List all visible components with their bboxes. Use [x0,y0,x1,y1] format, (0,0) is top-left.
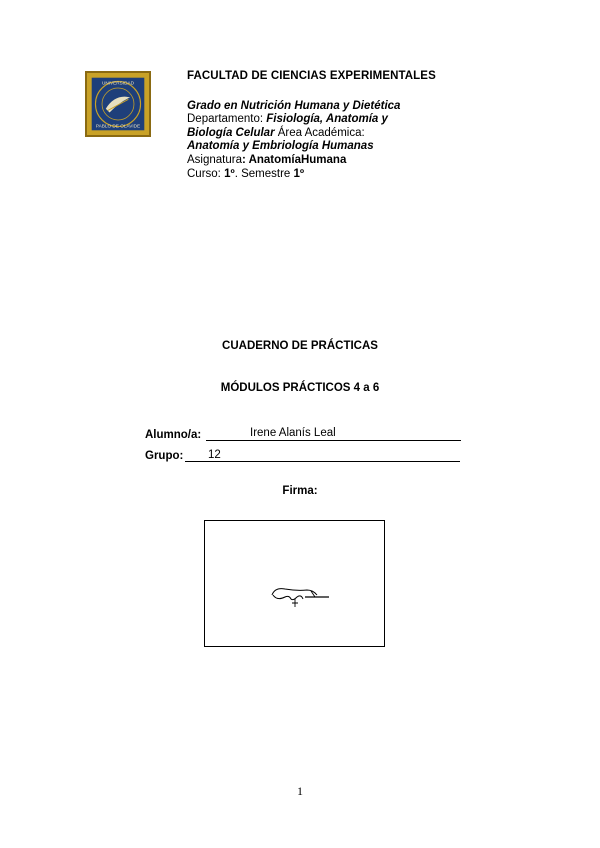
faculty-name: FACULTAD DE CIENCIAS EXPERIMENTALES [187,70,436,82]
svg-text:UNIVERSIDAD: UNIVERSIDAD [101,80,135,86]
notebook-title: CUADERNO DE PRÁCTICAS [222,340,378,352]
area-name: Anatomía y Embriología Humanas [187,140,374,153]
student-value: Irene Alanís Leal [250,427,336,439]
page-number: 1 [297,784,303,798]
department-label: Departamento: [187,113,267,126]
course-line [187,168,517,182]
semester-label: . Semestre [234,167,294,180]
degree-name: Grado en Nutrición Humana y Dietética [187,99,401,112]
department-area-line [187,127,517,141]
subject-line [187,154,517,168]
student-label: Alumno/a: [145,429,202,441]
group-label: Grupo: [145,450,184,462]
header-block [187,70,517,181]
seal-emblem-icon [87,73,149,135]
semester-value: 1º [293,167,305,180]
subject-name: : AnatomíaHumana [241,153,347,166]
department-name-2: Biología Celular [187,126,275,139]
student-underline [206,440,461,441]
course-label: Curso: [187,167,225,180]
handwritten-signature-icon [267,581,333,611]
subject-label: Asignatura [187,153,242,166]
university-seal-logo [85,71,151,137]
group-underline [185,461,460,462]
course-value: 1º [224,167,235,180]
area-label: Área Académica: [274,126,365,139]
group-value: 12 [208,449,221,461]
svg-text:PABLO DE OLAVIDE: PABLO DE OLAVIDE [95,123,141,129]
department-line [187,113,517,127]
department-name-1: Fisiología, Anatomía y [266,113,388,126]
signature-label: Firma: [282,485,318,497]
modules-title: MÓDULOS PRÁCTICOS 4 a 6 [220,382,380,394]
signature-box [204,520,385,647]
